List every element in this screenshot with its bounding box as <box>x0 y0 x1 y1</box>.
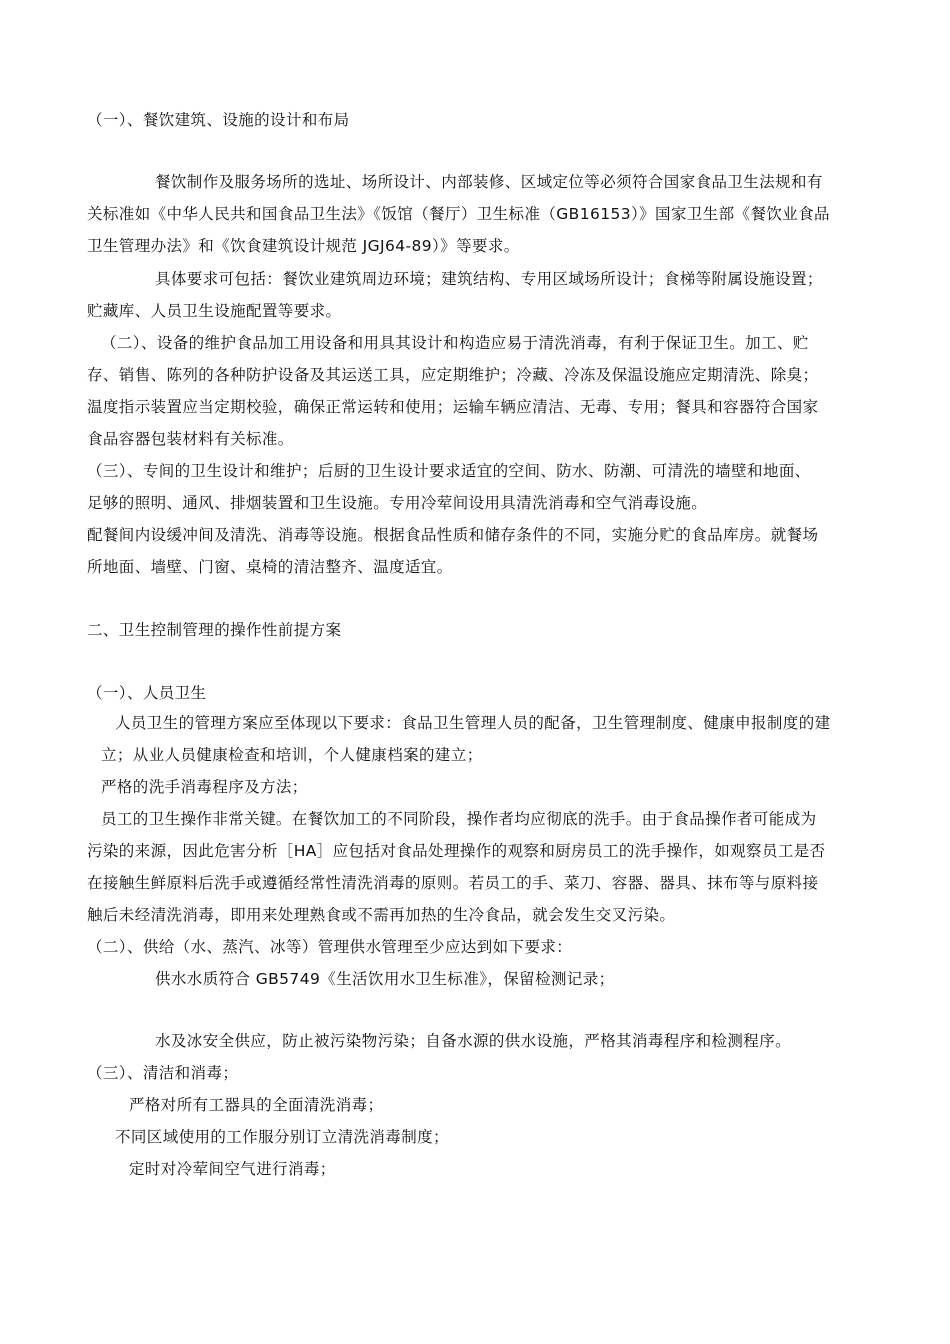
text-line: 食品容器包装材料有关标准。 <box>87 430 294 448</box>
text-line: 在接触生鲜原料后洗手或遵循经常性清洗消毒的原则。若员工的手、菜刀、容器、器具、抹布等与原料接 <box>87 874 819 892</box>
text-line: 污染的来源，因此危害分析［HA］应包括对食品处理操作的观察和厨房员工的洗手操作，如观察员工是否 <box>87 842 826 860</box>
text-line: 供水水质符合 GB5749《生活饮用水卫生标准》，保留检测记录； <box>155 970 615 988</box>
text-line: 餐饮制作及服务场所的选址、场所设计、内部装修、区域定位等必须符合国家食品卫生法规和有 <box>155 173 823 191</box>
subsection-heading: （二）、供给（水、蒸汽、冰等）管理供水管理至少应达到如下要求： <box>87 938 573 956</box>
text-line: 严格的洗手消毒程序及方法； <box>101 778 308 796</box>
subsection-heading: （一）、人员卫生 <box>87 684 207 702</box>
text-line: 卫生管理办法》和《饮食建筑设计规范 JGJ64-89）》等要求。 <box>87 237 520 255</box>
text-line: 具体要求可包括：餐饮业建筑周边环境；建筑结构、专用区域场所设计；食梯等附属设施设置； <box>155 270 823 288</box>
text-line: 所地面、墙壁、门窗、桌椅的清洁整齐、温度适宜。 <box>87 558 453 576</box>
text-line: 配餐间内设缓冲间及清洗、消毒等设施。根据食品性质和储存条件的不同，实施分贮的食品库房。就餐场 <box>87 526 819 544</box>
text-line: 温度指示装置应当定期校验，确保正常运转和使用；运输车辆应清洁、无毒、专用；餐具和容器符合国家 <box>87 398 819 416</box>
text-line: 不同区域使用的工作服分别订立清洗消毒制度； <box>115 1128 449 1146</box>
text-line: 定时对冷荤间空气进行消毒； <box>129 1160 336 1178</box>
text-line: （二）、设备的维护食品加工用设备和用具其设计和构造应易于清洗消毒，有利于保证卫生。加工、贮 <box>101 334 809 352</box>
text-line: 存、销售、陈列的各种防护设备及其运送工具，应定期维护；冷藏、冷冻及保温设施应定期清洗、除臭； <box>87 366 819 384</box>
text-line: 人员卫生的管理方案应至体现以下要求：食品卫生管理人员的配备，卫生管理制度、健康申报制度的建 <box>115 714 831 732</box>
text-line: 严格对所有工器具的全面清洗消毒； <box>129 1096 384 1114</box>
text-line: 立；从业人员健康检查和培训，个人健康档案的建立； <box>101 746 483 764</box>
section2-heading: 二、卫生控制管理的操作性前提方案 <box>87 621 342 639</box>
text-line: 关标准如《中华人民共和国食品卫生法》《饭馆（餐厅）卫生标准（GB16153）》国家卫生部《餐饮业食品 <box>87 205 830 223</box>
text-line: 水及冰安全供应，防止被污染物污染；自备水源的供水设施，严格其消毒程序和检测程序。 <box>155 1032 792 1050</box>
text-line: 员工的卫生操作非常关键。在餐饮加工的不同阶段，操作者均应彻底的洗手。由于食品操作者可能成为 <box>101 810 817 828</box>
text-line: 贮藏库、人员卫生设施配置等要求。 <box>87 302 342 320</box>
section1-heading: （一）、餐饮建筑、设施的设计和布局 <box>87 111 350 129</box>
subsection-heading: （三）、清洁和消毒； <box>87 1064 239 1082</box>
text-line: （三）、专间的卫生设计和维护；后厨的卫生设计要求适宜的空间、防水、防潮、可清洗的墙壁和地面、 <box>87 462 811 480</box>
text-line: 触后未经清洗消毒，即用来处理熟食或不需再加热的生冷食品，就会发生交叉污染。 <box>87 906 676 924</box>
text-line: 足够的照明、通风、排烟装置和卫生设施。专用冷荤间设用具清洗消毒和空气消毒设施。 <box>87 494 708 512</box>
